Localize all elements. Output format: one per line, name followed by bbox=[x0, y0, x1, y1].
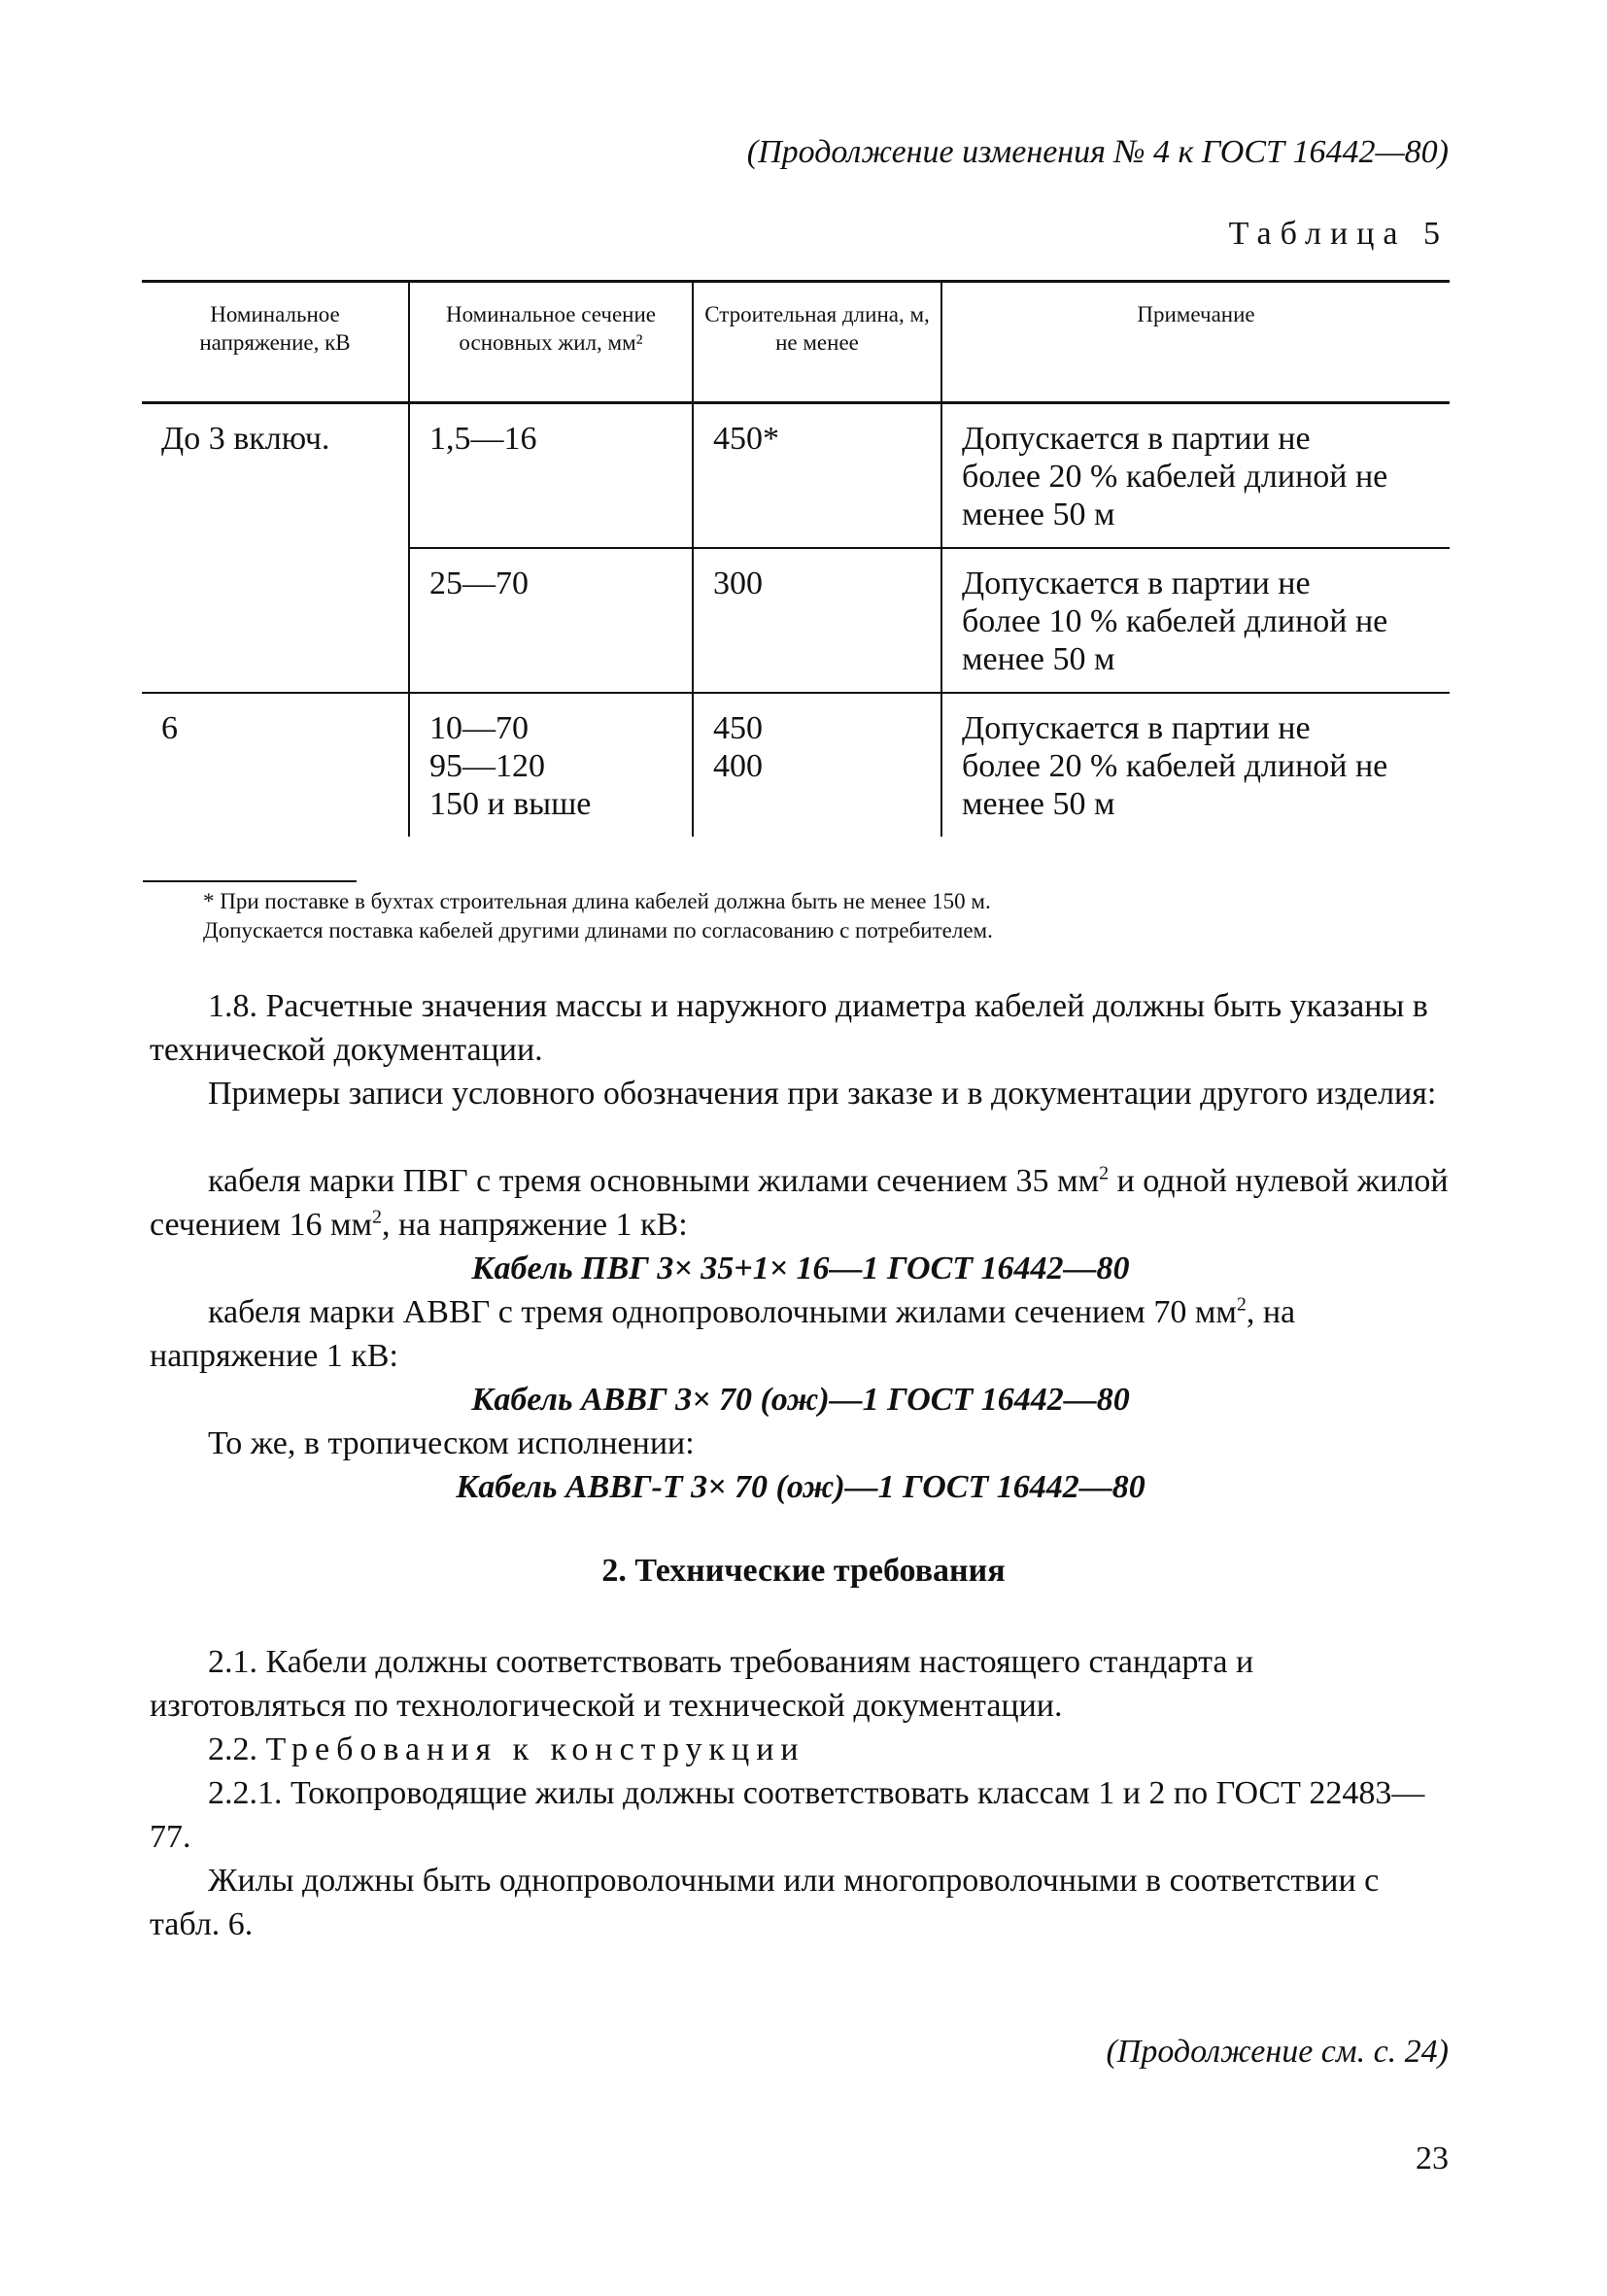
text-span: , на напряжение 1 кВ: bbox=[150, 1294, 1296, 1374]
cell-section: 25—70 bbox=[409, 548, 693, 693]
header-length: Строительная длина, м, не менее bbox=[693, 282, 941, 403]
paragraph-2-2 bbox=[150, 1728, 1452, 1771]
clause-title: Требования к конструкции bbox=[265, 1731, 805, 1767]
footnote-line-2: Допускается поставка кабелей другими длинами по согласованию с потребителем. bbox=[203, 918, 993, 942]
section-line: 95—120 bbox=[429, 748, 545, 784]
text-span: , на напряжение 1 кВ: bbox=[381, 1207, 688, 1243]
superscript: 2 bbox=[1236, 1293, 1247, 1316]
length-line: 450 bbox=[713, 710, 763, 746]
table-row bbox=[142, 403, 1450, 549]
example-1-text bbox=[150, 1159, 1452, 1247]
note-line: менее 50 м bbox=[962, 497, 1115, 532]
table-header-row bbox=[142, 282, 1450, 403]
cell-note bbox=[941, 693, 1450, 837]
paragraph-2-2-1-b: Жилы должны быть однопроволочными или многопроволочными в соответствии с табл. 6. bbox=[150, 1863, 1380, 1942]
cell-section bbox=[409, 693, 693, 837]
table-row bbox=[142, 548, 1450, 693]
note-line: менее 50 м bbox=[962, 641, 1115, 677]
text-span: кабеля марки АВВГ с тремя однопроволочными жилами сечением 70 мм bbox=[208, 1294, 1237, 1330]
note-line: Допускается в партии не bbox=[962, 710, 1311, 746]
example-2-text bbox=[150, 1290, 1452, 1378]
note-line: Допускается в партии не bbox=[962, 565, 1311, 601]
section-2-title: 2. Технические требования bbox=[601, 1553, 1006, 1589]
example-1-designation: Кабель ПВГ 3× 35+1× 16—1 ГОСТ 16442—80 bbox=[471, 1251, 1130, 1286]
paragraph-2-1: 2.1. Кабели должны соответствовать требованиям настоящего стандарта и изготовляться по технологической и технической документации. bbox=[150, 1644, 1254, 1724]
cell-length: 450* bbox=[693, 403, 941, 549]
footnote-line-1: * При поставке в бухтах строительная длина кабелей должна быть не менее 150 м. bbox=[203, 889, 991, 913]
footnote-separator bbox=[143, 880, 357, 882]
note-line: более 20 % кабелей длиной не bbox=[962, 748, 1388, 784]
clause-number: 2.2. bbox=[208, 1731, 257, 1767]
text-span: и одной нулевой жилой сечением 16 мм bbox=[150, 1163, 1449, 1243]
header-note: Примечание bbox=[941, 282, 1450, 403]
cell-voltage bbox=[142, 548, 409, 693]
cell-note bbox=[941, 403, 1450, 549]
paragraph-2-2-1: 2.2.1. Токопроводящие жилы должны соответствовать классам 1 и 2 по ГОСТ 22483—77. bbox=[150, 1775, 1425, 1855]
section-line: 10—70 bbox=[429, 710, 529, 746]
cell-section: 1,5—16 bbox=[409, 403, 693, 549]
header-section: Номинальное сечение основных жил, мм² bbox=[409, 282, 693, 403]
note-line: менее 50 м bbox=[962, 786, 1115, 822]
superscript: 2 bbox=[371, 1206, 382, 1228]
page-number: 23 bbox=[1416, 2141, 1449, 2176]
table-5 bbox=[142, 280, 1450, 837]
cell-voltage: 6 bbox=[142, 693, 409, 837]
cell-note bbox=[941, 548, 1450, 693]
note-line: Допускается в партии не bbox=[962, 421, 1311, 457]
header-voltage: Номинальное напряжение, кВ bbox=[142, 282, 409, 403]
example-3-text: То же, в тропическом исполнении: bbox=[208, 1425, 695, 1461]
examples-intro: Примеры записи условного обозначения при заказе и в документации другого изделия: bbox=[208, 1076, 1437, 1112]
footer-continuation: (Продолжение см. с. 24) bbox=[1106, 2034, 1449, 2070]
header-continuation: (Продолжение изменения № 4 к ГОСТ 16442—80) bbox=[746, 134, 1449, 170]
cell-length bbox=[693, 693, 941, 837]
section-line: 150 и выше bbox=[429, 786, 592, 822]
example-3-designation: Кабель АВВГ-Т 3× 70 (ож)—1 ГОСТ 16442—80 bbox=[456, 1469, 1145, 1505]
superscript: 2 bbox=[1099, 1162, 1110, 1184]
cell-length: 300 bbox=[693, 548, 941, 693]
text-span: кабеля марки ПВГ с тремя основными жилами сечением 35 мм bbox=[208, 1163, 1100, 1199]
paragraph-1-8: 1.8. Расчетные значения массы и наружного диаметра кабелей должны быть указаны в технической документации. bbox=[150, 988, 1428, 1068]
table-caption: Таблица 5 bbox=[1228, 216, 1449, 252]
example-2-designation: Кабель АВВГ 3× 70 (ож)—1 ГОСТ 16442—80 bbox=[471, 1382, 1130, 1418]
length-line: 400 bbox=[713, 748, 763, 784]
cell-voltage: До 3 включ. bbox=[161, 421, 330, 457]
note-line: более 10 % кабелей длиной не bbox=[962, 603, 1388, 639]
note-line: более 20 % кабелей длиной не bbox=[962, 459, 1388, 495]
table-row bbox=[142, 693, 1450, 837]
